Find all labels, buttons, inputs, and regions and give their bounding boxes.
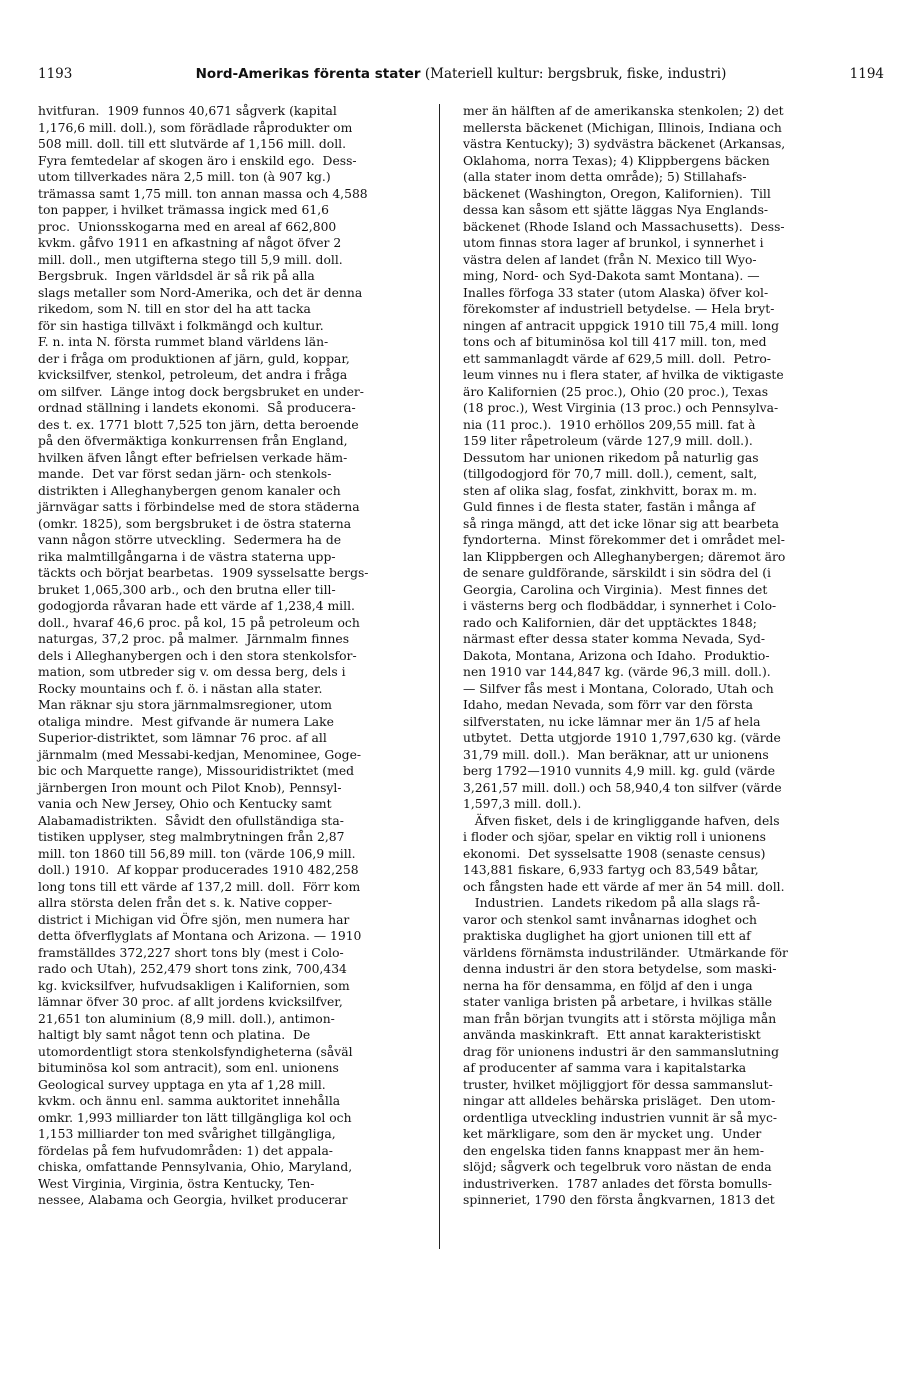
running-title (118, 66, 804, 82)
running-title-main: Nord-Amerikas förenta stater (195, 66, 421, 82)
running-title-subtitle: (Materiell kultur: bergsbruk, fiske, industri) (420, 66, 727, 82)
column-divider (439, 104, 440, 1249)
left-column-text: hvitfuran. 1909 funnos 40,671 sågverk (kapital 1,176,6 mill. doll.), som förädlade råprodukter om 508 mill. doll. till ett slutvärde af 1,156 mill. doll. Fyra femtedelar af skogen äro i enskild ego. Dess- utom tillverkades nära 2,5 mill. ton (à 907 kg.) trämassa samt 1,75 mill. ton annan massa och 4,588 ton papper, i hvilket trämassa ingick med 61,6 proc. Unionsskogarna med en areal af 662,800 kvkm. gåfvo 1911 en afkastning af något öfver 2 mill. doll., men utgifterna stego till 5,9 mill. doll. Bergsbruk. Ingen världsdel är så rik på alla slags metaller som Nord-Amerika, och det är denna rikedom, som N. till en stor del ha att tacka för sin hastiga tillväxt i folkmängd och kultur. F. n. inta N. första rummet bland världens län- der i fråga om produktionen af järn, guld, koppar, kvicksilfver, stenkol, petroleum, det andra i fråga om silfver. Länge intog dock bergsbruket en under- ordnad ställning i landets ekonomi. Så producera- des t. ex. 1771 blott 7,525 ton järn, detta beroende på den öfvermäktiga konkurrensen från England, hvilken äfven långt efter befrielsen verkade häm- mande. Det var först sedan järn- och stenkols- distrikten i Alleghanybergen genom kanaler och järnvägar satts i förbindelse med de stora städerna (omkr. 1825), som bergsbruket i de östra staterna vann någon större utveckling. Sedermera ha de rika malmtillgångarna i de västra staterna upp- täckts och börjat bearbetas. 1909 sysselsatte bergs- bruket 1,065,300 arb., och den brutna eller till- godogjorda råvaran hade ett värde af 1,238,4 mill. doll., hvaraf 46,6 proc. på kol, 15 på petroleum och naturgas, 37,2 proc. på malmer. Järnmalm finnes dels i Alleghanybergen och i den stora stenkolsfor- mation, som utbreder sig v. om dessa berg, dels i Rocky mountains och f. ö. i nästan alla stater. Man räknar sju stora järnmalmsregioner, utom otaliga mindre. Mest gifvande är numera Lake Superior-distriktet, som lämnar 76 proc. af all järnmalm (med Messabi-kedjan, Menominee, Goge- bic och Marquette range), Missouridistriktet (med järnbergen Iron mount och Pilot Knob), Pennsyl- vania och New Jersey, Ohio och Kentucky samt Alabamadistrikten. Såvidt den ofullständiga sta- tistiken upplyser, steg malmbrytningen från 2,87 mill. ton 1860 till 56,89 mill. ton (värde 106,9 mill. doll.) 1910. Af koppar producerades 1910 482,258 long tons till ett värde af 137,2 mill. doll. Förr kom allra största delen från det s. k. Native copper- district i Michigan vid Öfre sjön, men numera har detta öfverflyglats af Montana och Arizona. — 1910 framställdes 372,227 short tons bly (mest i Colo- rado och Utah), 252,479 short tons zink, 700,434 kg. kvicksilfver, hufvudsakligen i Kalifornien, som lämnar öfver 30 proc. af allt jordens kvicksilfver, 21,651 ton aluminium (8,9 mill. doll.), antimon- haltigt bly samt något tenn och platina. De utomordentligt stora stenkolsfyndigheterna (såväl bituminösa kol som antracit), som enl. unionens Geological survey upptaga en yta af 1,28 mill. kvkm. och ännu enl. samma auktoritet innehålla omkr. 1,993 milliarder ton lätt tillgängliga kol och 1,153 milliarder ton med svårighet tillgängliga, fördelas på fem hufvudområden: 1) det appala- chiska, omfattande Pennsylvania, Ohio, Maryland, West Virginia, Virginia, östra Kentucky, Ten- nessee, Alabama och Georgia, hvilket producerar (38, 104, 369, 1207)
right-column-text: mer än hälften af de amerikanska stenkolen; 2) det mellersta bäckenet (Michigan, Illinois, Indiana och västra Kentucky); 3) sydvästra bäckenet (Arkansas, Oklahoma, norra Texas); 4) Klippbergens bäcken (alla stater inom detta område); 5) Stillahafs- bäckenet (Washington, Oregon, Kalifornien). Till dessa kan såsom ett sjätte läggas Nya Englands- bäckenet (Rhode Island och Massachusetts). Dess- utom finnas stora lager af brunkol, i synnerhet i västra delen af landet (från N. Mexico till Wyo- ming, Nord- och Syd-Dakota samt Montana). — Inalles förfoga 33 stater (utom Alaska) öfver kol- förekomster af industriell betydelse. — Hela bryt- ningen af antracit uppgick 1910 till 75,4 mill. long tons och af bituminösa kol till 417 mill. ton, med ett sammanlagdt värde af 629,5 mill. doll. Petro- leum vinnes nu i flera stater, af hvilka de viktigaste äro Kalifornien (25 proc.), Ohio (20 proc.), Texas (18 proc.), West Virginia (13 proc.) och Pennsylva- nia (11 proc.). 1910 erhöllos 209,55 mill. fat à 159 liter råpetroleum (värde 127,9 mill. doll.). Dessutom har unionen rikedom på naturlig gas (tillgodogjord för 70,7 mill. doll.), cement, salt, sten af olika slag, fosfat, zinkhvitt, borax m. m. Guld finnes i de flesta stater, fastän i många af så ringa mängd, att det icke lönar sig att bearbeta fyndorterna. Minst förekommer det i området mel- lan Klippbergen och Alleghanybergen; däremot äro de senare guldförande, särskildt i sin södra del (i Georgia, Carolina och Virginia). Mest finnes det i västerns berg och flodbäddar, i synnerhet i Colo- rado och Kalifornien, där det upptäcktes 1848; närmast efter dessa stater komma Nevada, Syd- Dakota, Montana, Arizona och Idaho. Produktio- nen 1910 var 144,847 kg. (värde 96,3 mill. doll.). — Silfver fås mest i Montana, Colorado, Utah och Idaho, medan Nevada, som förr var den första silfverstaten, nu icke lämnar mer än 1/5 af hela utbytet. Detta utgjorde 1910 1,797,630 kg. (värde 31,79 mill. doll.). Man beräknar, att ur unionens berg 1792—1910 vunnits 4,9 mill. kg. guld (värde 3,261,57 mill. doll.) och 58,940,4 ton silfver (värde 1,597,3 mill. doll.). Äfven fisket, dels i de kringliggande hafven, dels i floder och sjöar, spelar en viktig roll i unionens ekonomi. Det sysselsatte 1908 (senaste census) 143,881 fiskare, 6,933 fartyg och 83,549 båtar, och fångsten hade ett värde af mer än 54 mill. doll. Industrien. Landets rikedom på alla slags rå- varor och stenkol samt invånarnas idoghet och praktiska duglighet ha gjort unionen till ett af världens förnämsta industriländer. Utmärkande för denna industri är den stora betydelse, som maski- nerna ha för densamma, en följd af den i unga stater vanliga bristen på arbetare, i hvilkas ställe man från början tvungits att i största möjliga mån använda maskinkraft. Ett annat karakteristiskt drag för unionens industri är den sammanslutning af producenter af samma vara i kapitalstarka truster, hvilket möjliggjort för dessa sammanslut- ningar att alldeles behärska prisläget. Den utom- ordentliga utveckling industrien vunnit är så myc- ket märkligare, som den är mycket ung. Under den engelska tiden fanns knappast mer än hem- slöjd; sågverk och tegelbruk voro nästan de enda industriverken. 1787 anlades det första bomulls- spinneriet, 1790 den första ångkvarnen, 1813 det (463, 104, 788, 1207)
page-number-right: 1194 (849, 66, 884, 82)
page-number-left: 1193 (38, 66, 73, 82)
page-header (38, 66, 884, 88)
